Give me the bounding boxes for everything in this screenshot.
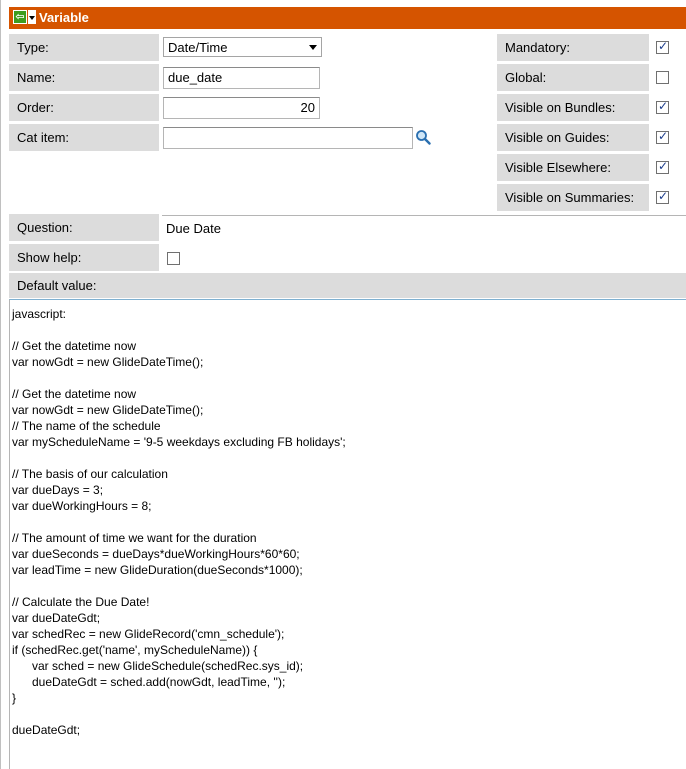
form-header [9,7,686,29]
global-label: Global: [497,64,649,91]
type-label: Type: [9,34,159,61]
question-input[interactable]: Due Date [162,215,686,240]
back-arrow-icon[interactable]: ⇦ [13,10,27,24]
visible-guides-label: Visible on Guides: [497,124,649,151]
show-help-label: Show help: [9,244,159,271]
mandatory-checkbox[interactable] [656,41,669,54]
default-value-script-editor[interactable] [9,299,686,769]
visible-bundles-checkbox[interactable] [656,101,669,114]
cat-item-label: Cat item: [9,124,159,151]
visible-bundles-label: Visible on Bundles: [497,94,649,121]
question-label: Question: [9,214,159,241]
visible-elsewhere-checkbox[interactable] [656,161,669,174]
default-value-label: Default value: [9,273,686,298]
visible-summaries-label: Visible on Summaries: [497,184,649,211]
chevron-down-icon [309,45,317,50]
mandatory-label: Mandatory: [497,34,649,61]
type-select-value: Date/Time [168,40,228,55]
global-checkbox[interactable] [656,71,669,84]
chevron-down-icon[interactable] [28,10,36,24]
type-select[interactable] [163,37,322,57]
form-title: Variable [39,10,89,25]
default-value-code: javascript: // Get the datetime now var nowGdt = new GlideDateTime(); // Get the datetime now var nowGdt = new GlideDateTime(); // The name of the schedule var myScheduleName = '9-5 weekdays excluding FB holidays'; // The basis of our calculation var dueDays = 3; var dueWorkingHours = 8; // The amount of time we want for the duration var dueSeconds = dueDays*dueWorkingHours*60*60; var leadTime = new GlideDuration(dueSeconds*1000); // Calculate the Due Date! var dueDateGdt; var schedRec = new GlideRecord('cmn_schedule'); if (schedRec.get('name', myScheduleName)) { var sched = new GlideSchedule(schedRec.sys_id); dueDateGdt = sched.add(nowGdt, leadTime, ''); } dueDateGdt; [12,307,346,737]
visible-guides-checkbox[interactable] [656,131,669,144]
back-menu-button[interactable] [13,10,35,25]
visible-elsewhere-label: Visible Elsewhere: [497,154,649,181]
name-input[interactable]: due_date [163,67,320,89]
name-label: Name: [9,64,159,91]
search-icon[interactable] [415,129,431,145]
cat-item-input[interactable] [163,127,413,149]
visible-summaries-checkbox[interactable] [656,191,669,204]
order-input[interactable]: 20 [163,97,320,119]
window-edge [0,0,1,769]
show-help-checkbox[interactable] [167,252,180,265]
order-label: Order: [9,94,159,121]
